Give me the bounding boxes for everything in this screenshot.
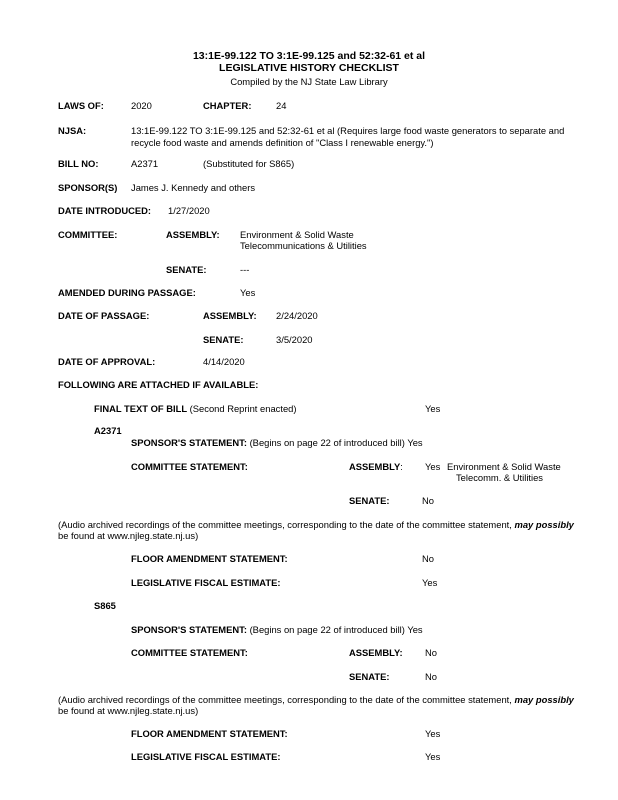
a2371-audio-line2: be found at www.njleg.state.nj.us) (58, 530, 199, 541)
a2371-senate-label: SENATE: (349, 495, 390, 506)
s865-sponsor-note: (Begins on page 22 of introduced bill) (249, 624, 405, 635)
compiled-by: Compiled by the NJ State Law Library (230, 76, 388, 87)
s865-floor-label: FLOOR AMENDMENT STATEMENT: (131, 728, 288, 739)
a2371-senate-value: No (422, 495, 434, 506)
bill-no-note: (Substituted for S865) (203, 158, 295, 169)
s865-sponsor-row (131, 624, 423, 635)
final-text-value: Yes (425, 403, 441, 414)
njsa-line2: recycle food waste and amends definition of "Class I renewable energy.") (131, 137, 434, 148)
a2371-committee-label: COMMITTEE STATEMENT: (131, 461, 248, 472)
committee-assembly-line1: Environment & Solid Waste (240, 229, 354, 240)
sponsors-label: SPONSOR(S) (58, 182, 118, 193)
a2371-sponsor-value: Yes (407, 437, 423, 448)
committee-senate-value: --- (240, 264, 250, 275)
a2371-assembly-colon: : (400, 461, 403, 472)
njsa-line1: 13:1E-99.122 TO 3:1E-99.125 and 52:32-61 et al (Requires large food waste generators to separate and (131, 125, 565, 136)
a2371-fiscal-label: LEGISLATIVE FISCAL ESTIMATE: (131, 577, 281, 588)
bill-no-value: A2371 (131, 158, 159, 169)
date-of-approval-label: DATE OF APPROVAL: (58, 356, 156, 367)
amended-value: Yes (240, 287, 256, 298)
document-title: 13:1E-99.122 TO 3:1E-99.125 and 52:32-61 et al (192, 50, 426, 62)
a2371-floor-label: FLOOR AMENDMENT STATEMENT: (131, 553, 288, 564)
passage-assembly-value: 2/24/2020 (276, 310, 318, 321)
committee-assembly-label: ASSEMBLY: (166, 229, 220, 240)
final-text-label: FINAL TEXT OF BILL (94, 403, 188, 414)
date-of-approval-value: 4/14/2020 (203, 356, 245, 367)
document-subtitle: LEGISLATIVE HISTORY CHECKLIST (219, 62, 399, 74)
a2371-sponsor-label: SPONSOR'S STATEMENT: (131, 437, 247, 448)
njsa-label: NJSA: (58, 125, 87, 136)
date-introduced-value: 1/27/2020 (168, 205, 210, 216)
s865-assembly-value: No (425, 647, 437, 658)
a2371-fiscal-value: Yes (422, 577, 438, 588)
s865-senate-label: SENATE: (349, 671, 390, 682)
a2371-assembly-committee1: Environment & Solid Waste (447, 461, 561, 472)
final-text-note: (Second Reprint enacted) (189, 403, 297, 414)
a2371-audio-note (58, 519, 574, 530)
a2371-assembly-label: ASSEMBLY (349, 461, 401, 472)
s865-audio-prefix: (Audio archived recordings of the committee meetings, corresponding to the date of the committee statement, (58, 694, 512, 705)
date-of-passage-label: DATE OF PASSAGE: (58, 310, 150, 321)
a2371-sponsor-row (131, 437, 423, 448)
final-text-row (94, 403, 297, 414)
s865-sponsor-label: SPONSOR'S STATEMENT: (131, 624, 247, 635)
committee-label: COMMITTEE: (58, 229, 118, 240)
s865-heading: S865 (94, 600, 116, 611)
s865-fiscal-label: LEGISLATIVE FISCAL ESTIMATE: (131, 751, 281, 762)
amended-label: AMENDED DURING PASSAGE: (58, 287, 196, 298)
a2371-assembly-label-wrap (349, 461, 403, 472)
s865-audio-emph: may possibly (514, 694, 574, 705)
s865-sponsor-value: Yes (407, 624, 423, 635)
s865-committee-label: COMMITTEE STATEMENT: (131, 647, 248, 658)
laws-of-label: LAWS OF: (58, 100, 104, 111)
a2371-audio-prefix: (Audio archived recordings of the committee meetings, corresponding to the date of the committee statement, (58, 519, 512, 530)
a2371-assembly-value: Yes (425, 461, 441, 472)
s865-audio-note (58, 694, 574, 705)
s865-fiscal-value: Yes (425, 751, 441, 762)
s865-floor-value: Yes (425, 728, 441, 739)
chapter-value: 24 (276, 100, 287, 111)
laws-of-value: 2020 (131, 100, 152, 111)
passage-senate-label: SENATE: (203, 334, 244, 345)
attached-heading: FOLLOWING ARE ATTACHED IF AVAILABLE: (58, 379, 259, 390)
committee-senate-label: SENATE: (166, 264, 207, 275)
s865-senate-value: No (425, 671, 437, 682)
a2371-floor-value: No (422, 553, 434, 564)
passage-senate-value: 3/5/2020 (276, 334, 313, 345)
a2371-audio-emph: may possibly (514, 519, 574, 530)
sponsors-value: James J. Kennedy and others (131, 182, 256, 193)
a2371-heading: A2371 (94, 425, 122, 436)
s865-assembly-label: ASSEMBLY: (349, 647, 403, 658)
passage-assembly-label: ASSEMBLY: (203, 310, 257, 321)
s865-audio-line2: be found at www.njleg.state.nj.us) (58, 705, 199, 716)
date-introduced-label: DATE INTRODUCED: (58, 205, 152, 216)
bill-no-label: BILL NO: (58, 158, 99, 169)
a2371-sponsor-note: (Begins on page 22 of introduced bill) (249, 437, 405, 448)
a2371-assembly-committee2: Telecomm. & Utilities (456, 472, 543, 483)
chapter-label: CHAPTER: (203, 100, 252, 111)
committee-assembly-line2: Telecommunications & Utilities (240, 240, 367, 251)
